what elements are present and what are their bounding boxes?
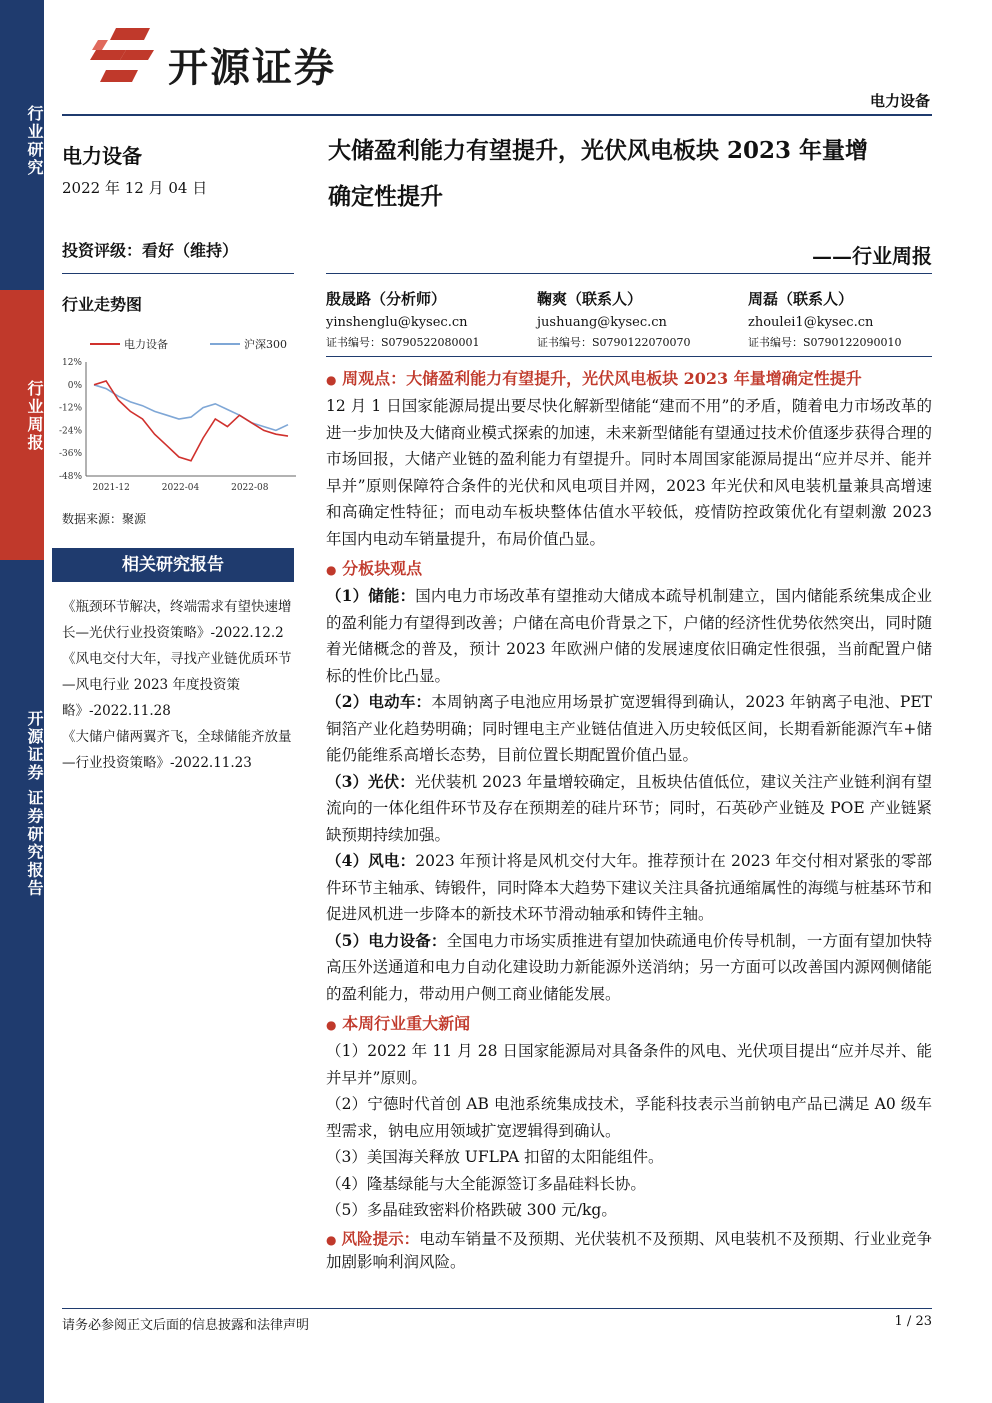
report-title-line1: 大储盈利能力有望提升，光伏风电板块 2023 年量增 bbox=[328, 137, 869, 164]
y-tick-label: -24% bbox=[58, 426, 82, 437]
x-tick-label: 2022-08 bbox=[231, 483, 269, 493]
sector-item-text: 光伏装机 2023 年量增较确定，且板块估值低位，建议关注产业链利润有望流向的一体化组件环节及存在预期差的硅片环节；同时，石英砂产业链及 POE 产业链紧缺预期持续加强。 bbox=[326, 772, 932, 844]
sector-item bbox=[326, 769, 932, 849]
sidebar-bottom-label: 开源证券 证券研究报告 bbox=[25, 710, 44, 898]
sector-item-text: 国内电力市场改革有望推动大储成本疏导机制建立，国内储能系统集成企业的盈利能力有望得到改善；户储在高电价背景之下，户储的经济性优势依然突出，同时随着光储概念的普及，预计 2023 年欧洲户储的发展速度依旧确定性很强，当前配置户储标的性价比凸显。 bbox=[326, 587, 932, 685]
y-tick-label: -12% bbox=[58, 403, 82, 414]
rating-value: 看好（维持） bbox=[142, 241, 239, 260]
analyst-email[interactable]: yinshenglu@kysec.cn bbox=[326, 315, 468, 330]
main-content bbox=[326, 366, 932, 1273]
analyst-email[interactable]: zhoulei1@kysec.cn bbox=[748, 315, 874, 330]
left-divider-1 bbox=[62, 273, 294, 274]
sector-item bbox=[326, 848, 932, 928]
x-tick-label: 2022-04 bbox=[161, 483, 200, 493]
report-title-line2: 确定性提升 bbox=[328, 183, 443, 210]
sector-item-text: 2023 年预计将是风机交付大年。推荐预计在 2023 年交付相对紧张的零部件环节主轴承、铸锻件，同时降本大趋势下建议关注具备抗通缩属性的海缆与桩基环节和促进风机进一步降本的新技术环节滑动轴承和铸件主轴。 bbox=[326, 852, 932, 923]
risk-text: 电动车销量不及预期、光伏装机不及预期、风电装机不及预期、行业业竞争加剧影响利润风险。 bbox=[326, 1229, 932, 1271]
bullet-icon: ● bbox=[326, 1232, 337, 1247]
sector-item-text: 全国电力市场实质推进有望加快疏通电价传导机制，一方面有望加快特高压外送通道和电力自动化建设助力新能源外送消纳；另一方面可以改善国内源网侧储能的盈利能力，带动用户侧工商业储能发展。 bbox=[326, 931, 932, 1003]
sector-item-text: 本周钠离子电池应用场景扩宽逻辑得到确认，2023 年钠离子电池、PET 铜箔产业化趋势明确；同时锂电主产业链估值进入历史较低区间，长期看新能源汽车+储能仍能维系高增长态势，目前位置长期配置价值凸显。 bbox=[326, 693, 932, 764]
page-number: 1 / 23 bbox=[894, 1314, 932, 1329]
series-line bbox=[94, 381, 288, 461]
section-header: 分板块观点 bbox=[342, 559, 423, 578]
sidebar-bottom bbox=[0, 560, 44, 1403]
sector-item-label: （2）电动车： bbox=[326, 692, 432, 711]
sidebar-mid bbox=[0, 290, 44, 560]
section-news bbox=[326, 1011, 932, 1038]
analyst-name: 殷晟路（分析师） bbox=[326, 290, 447, 308]
sector-item-label: （4）风电： bbox=[326, 851, 416, 870]
rating-label: 投资评级： bbox=[62, 241, 143, 260]
risk-warning bbox=[326, 1228, 932, 1273]
weekly-view-body: 12 月 1 日国家能源局提出要尽快化解新型储能“建而不用”的矛盾，随着电力市场改革的进一步加快及大储商业模式探索的加速，未来新型储能有望通过技术价值逐步获得合理的市场回报，大储产业链的盈利能力有望提升。同时本周国家能源局提出“应并尽并、能并早并”原则保障符合条件的光伏和风电项目并网，2023 年光伏和风电装机量兼具高增速和高确定性特征；而电动车板块整体估值水平较低，疫情防控政策优化有望刺激 2023 年国内电动车销量提升，布局价值凸显。 bbox=[326, 397, 932, 548]
left-sector: 电力设备 bbox=[62, 144, 142, 168]
analyst-card bbox=[748, 288, 938, 350]
news-item: （2）宁德时代首创 AB 电池系统集成技术，孚能科技表示当前钠电产品已满足 A0 级车型需求，钠电应用领域扩宽逻辑得到确认。 bbox=[326, 1095, 932, 1140]
analyst-email[interactable]: jushuang@kysec.cn bbox=[537, 315, 667, 330]
rating bbox=[62, 238, 238, 261]
section-header: 本周行业重大新闻 bbox=[342, 1014, 471, 1033]
sidebar-top bbox=[0, 0, 44, 290]
legend-label: 电力设备 bbox=[124, 338, 168, 351]
news-item: （1）2022 年 11 月 28 日国家能源局对具备条件的风电、光伏项目提出“应并尽并、能并早并”原则。 bbox=[326, 1042, 932, 1087]
analyst-divider bbox=[326, 356, 932, 357]
report-date: 2022 年 12 月 04 日 bbox=[62, 179, 208, 197]
data-source: 数据来源：聚源 bbox=[62, 512, 147, 526]
related-reports-list bbox=[62, 594, 294, 776]
y-tick-label: -48% bbox=[58, 472, 82, 482]
trend-title: 行业走势图 bbox=[62, 295, 143, 314]
report-subtitle: ——行业周报 bbox=[812, 244, 932, 268]
y-tick-label: 0% bbox=[67, 380, 82, 391]
news-item: （5）多晶硅致密料价格跌破 300 元/kg。 bbox=[326, 1201, 617, 1219]
header-divider bbox=[62, 114, 932, 116]
section-sector-views bbox=[326, 556, 932, 583]
sidebar-top-label: 行业研究 bbox=[25, 105, 44, 177]
analyst-name: 周磊（联系人） bbox=[748, 290, 854, 308]
y-tick-label: 12% bbox=[61, 358, 82, 368]
analyst-name: 鞠爽（联系人） bbox=[537, 290, 643, 308]
analyst-card bbox=[537, 288, 737, 350]
title-divider bbox=[326, 273, 932, 274]
logo-text: 开源证券 bbox=[168, 45, 336, 91]
sidebar-mid-label: 行业周报 bbox=[25, 380, 44, 452]
bullet-icon: ● bbox=[326, 563, 337, 577]
bullet-icon: ● bbox=[326, 1018, 337, 1032]
header-sector-tag: 电力设备 bbox=[869, 92, 930, 110]
y-tick-label: -36% bbox=[58, 449, 82, 460]
sector-item-label: （5）电力设备： bbox=[326, 930, 447, 950]
sector-item bbox=[326, 583, 932, 689]
related-report-item[interactable]: 《风电交付大年，寻找产业链优质环节—风电行业 2023 年度投资策略》-2022.11.28 bbox=[62, 651, 292, 719]
logo-icon bbox=[88, 26, 158, 88]
section-header: 周观点：大储盈利能力有望提升，光伏风电板块 2023 年量增确定性提升 bbox=[342, 369, 862, 388]
sector-item bbox=[326, 689, 932, 769]
footer-divider bbox=[62, 1308, 932, 1309]
news-item: （3）美国海关释放 UFLPA 扣留的太阳能组件。 bbox=[326, 1148, 664, 1166]
footer-disclaimer: 请务必参阅正文后面的信息披露和法律声明 bbox=[62, 1318, 310, 1333]
sector-item-label: （3）光伏： bbox=[326, 771, 415, 791]
risk-label: 风险提示： bbox=[341, 1228, 420, 1248]
related-reports-header: 相关研究报告 bbox=[52, 548, 294, 582]
sector-item-label: （1）储能： bbox=[326, 586, 416, 605]
analyst-cert: 证书编号：S0790522080001 bbox=[326, 336, 480, 349]
section-weekly-view bbox=[326, 366, 932, 393]
series-line bbox=[94, 385, 288, 431]
analyst-card bbox=[326, 288, 526, 350]
related-report-item[interactable]: 《大储户储两翼齐飞，全球储能齐放量 —行业投资策略》-2022.11.23 bbox=[62, 729, 292, 771]
report-title bbox=[328, 128, 932, 220]
analyst-cert: 证书编号：S0790122070070 bbox=[537, 336, 691, 349]
bullet-icon: ● bbox=[326, 373, 337, 387]
x-tick-label: 2021-12 bbox=[92, 483, 130, 493]
related-report-item[interactable]: 《瓶颈环节解决，终端需求有望快速增长—光伏行业投资策略》-2022.12.2 bbox=[62, 599, 292, 641]
legend-label: 沪深300 bbox=[244, 338, 287, 351]
news-item: （4）隆基绿能与大全能源签订多晶硅料长协。 bbox=[326, 1174, 646, 1193]
sector-item bbox=[326, 928, 932, 1008]
trend-chart bbox=[50, 330, 300, 500]
analyst-cert: 证书编号：S0790122090010 bbox=[748, 336, 902, 349]
